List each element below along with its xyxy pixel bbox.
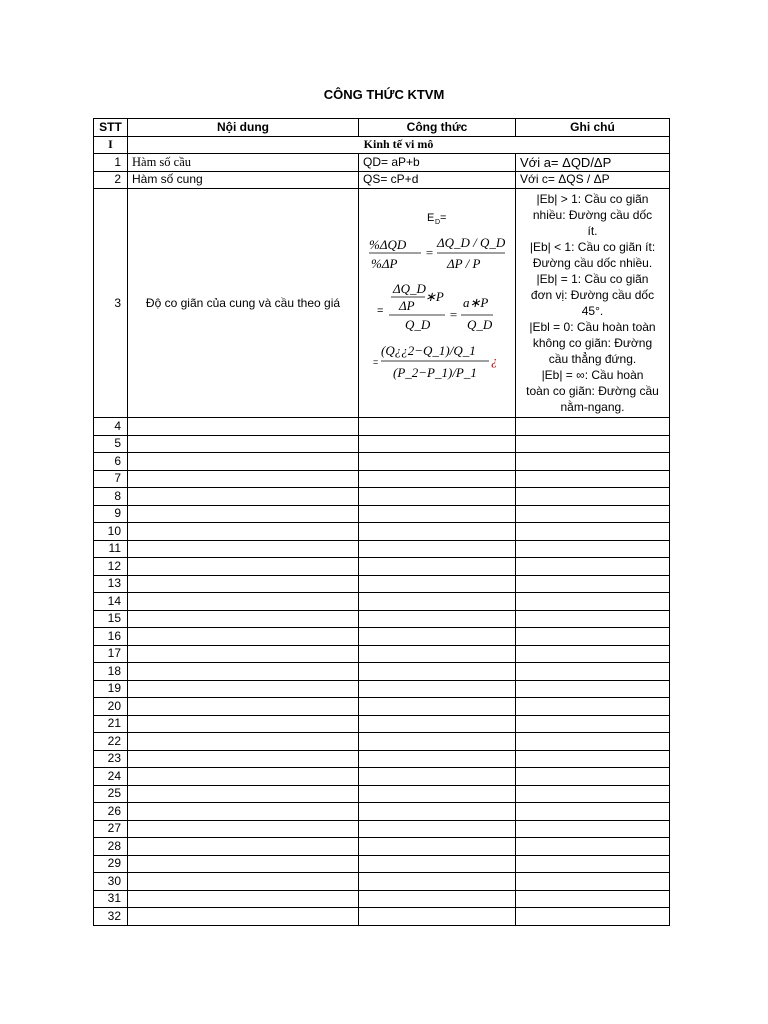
table-row bbox=[94, 645, 670, 663]
row-stt: 7 bbox=[94, 470, 128, 488]
row-content: Độ co giãn của cung và cầu theo giá bbox=[128, 189, 359, 418]
row-stt: 29 bbox=[94, 855, 128, 873]
row-content bbox=[128, 593, 359, 611]
row-content bbox=[128, 558, 359, 576]
eq-sign-4: = bbox=[373, 357, 379, 367]
formula-table bbox=[93, 118, 670, 926]
row-content bbox=[128, 873, 359, 891]
note-line: |Eb| = ∞: Cầu hoàn bbox=[541, 368, 644, 382]
row-note bbox=[516, 750, 670, 768]
row-formula: QD= aP+b bbox=[359, 154, 516, 172]
row-note bbox=[516, 663, 670, 681]
row-stt: 9 bbox=[94, 505, 128, 523]
eq-sign-3: = bbox=[449, 307, 458, 322]
note-line: không co giãn: Đường bbox=[532, 336, 653, 350]
f3-times: ∗P bbox=[425, 289, 444, 304]
row-note bbox=[516, 470, 670, 488]
row-stt: 6 bbox=[94, 453, 128, 471]
row-note bbox=[516, 488, 670, 506]
note-line: nhiều: Đường cầu dốc bbox=[532, 208, 653, 222]
row-stt: 15 bbox=[94, 610, 128, 628]
note-line: |Eb| > 1: Cầu co giãn bbox=[536, 192, 649, 206]
row-formula bbox=[359, 803, 516, 821]
row-formula bbox=[359, 820, 516, 838]
section-number: I bbox=[94, 136, 128, 154]
row-stt: 25 bbox=[94, 785, 128, 803]
section-label: Kinh tế vi mô bbox=[128, 136, 670, 154]
row-formula bbox=[359, 558, 516, 576]
row-note: Với a= ΔQD/ΔP bbox=[516, 154, 670, 172]
row-content bbox=[128, 750, 359, 768]
row-note bbox=[516, 610, 670, 628]
row-formula bbox=[359, 628, 516, 646]
row-content bbox=[128, 540, 359, 558]
row-formula bbox=[359, 453, 516, 471]
row-stt: 26 bbox=[94, 803, 128, 821]
row-content bbox=[128, 838, 359, 856]
row-formula bbox=[359, 733, 516, 751]
row-formula bbox=[359, 505, 516, 523]
table-row bbox=[94, 680, 670, 698]
row-note bbox=[516, 575, 670, 593]
row-note bbox=[516, 628, 670, 646]
row-content bbox=[128, 680, 359, 698]
elasticity-label-eq: = bbox=[440, 212, 447, 224]
note-line: đơn vị: Đường cầu dốc bbox=[530, 288, 655, 302]
table-row bbox=[94, 820, 670, 838]
row-content bbox=[128, 523, 359, 541]
table-row bbox=[94, 610, 670, 628]
row-stt: 32 bbox=[94, 908, 128, 926]
f3-inner-denominator: ΔP bbox=[399, 298, 415, 313]
elasticity-formula bbox=[359, 189, 516, 418]
note-line: 45°. bbox=[581, 304, 604, 318]
row-content bbox=[128, 488, 359, 506]
table-row bbox=[94, 890, 670, 908]
row-formula bbox=[359, 890, 516, 908]
f2-numerator: ΔQ_D / Q_D bbox=[437, 235, 506, 250]
row-content bbox=[128, 698, 359, 716]
header-content: Nội dung bbox=[128, 119, 359, 137]
row-content bbox=[128, 733, 359, 751]
row-stt: 22 bbox=[94, 733, 128, 751]
table-row bbox=[94, 803, 670, 821]
row-note bbox=[516, 523, 670, 541]
f3-rhs-numerator: a∗P bbox=[463, 295, 489, 310]
table-row bbox=[94, 453, 670, 471]
row-formula bbox=[359, 435, 516, 453]
row-content bbox=[128, 715, 359, 733]
row-formula bbox=[359, 680, 516, 698]
row-stt: 11 bbox=[94, 540, 128, 558]
row-content bbox=[128, 505, 359, 523]
row-note bbox=[516, 908, 670, 926]
f3-denominator: Q_D bbox=[405, 317, 431, 332]
row-formula bbox=[359, 663, 516, 681]
note-line: ít. bbox=[587, 224, 598, 238]
row-note bbox=[516, 768, 670, 786]
row-stt: 3 bbox=[94, 189, 128, 418]
table-row bbox=[94, 663, 670, 681]
f1-numerator: %ΔQD bbox=[369, 237, 407, 252]
page-title: CÔNG THỨC KTVM bbox=[323, 87, 445, 102]
row-note bbox=[516, 593, 670, 611]
table-row bbox=[94, 435, 670, 453]
row-stt: 24 bbox=[94, 768, 128, 786]
row-formula bbox=[359, 715, 516, 733]
table-row bbox=[94, 154, 670, 172]
row-note bbox=[516, 873, 670, 891]
row-stt: 16 bbox=[94, 628, 128, 646]
row-stt: 13 bbox=[94, 575, 128, 593]
row-note bbox=[516, 698, 670, 716]
table-row bbox=[94, 855, 670, 873]
row-stt: 23 bbox=[94, 750, 128, 768]
table-row bbox=[94, 628, 670, 646]
elasticity-label: E bbox=[427, 212, 435, 224]
row-stt: 30 bbox=[94, 873, 128, 891]
f3-rhs-denominator: Q_D bbox=[467, 317, 493, 332]
row-stt: 19 bbox=[94, 680, 128, 698]
row-content bbox=[128, 663, 359, 681]
row-content bbox=[128, 610, 359, 628]
note-line: cầu thẳng đứng. bbox=[548, 352, 637, 366]
row-content bbox=[128, 628, 359, 646]
row-content bbox=[128, 803, 359, 821]
row-content bbox=[128, 418, 359, 436]
table-row bbox=[94, 470, 670, 488]
row-content bbox=[128, 855, 359, 873]
row-content bbox=[128, 575, 359, 593]
table-row bbox=[94, 733, 670, 751]
row-stt: 10 bbox=[94, 523, 128, 541]
row-stt: 20 bbox=[94, 698, 128, 716]
table-row bbox=[94, 785, 670, 803]
row-formula bbox=[359, 908, 516, 926]
row-note bbox=[516, 715, 670, 733]
table-row bbox=[94, 750, 670, 768]
table-row bbox=[94, 838, 670, 856]
header-stt: STT bbox=[94, 119, 128, 137]
row-note: Với c= ΔQS / ΔP bbox=[516, 171, 670, 189]
row-stt: 27 bbox=[94, 820, 128, 838]
eq-sign-2: = bbox=[377, 305, 384, 317]
note-line: |Eb| = 1: Cầu co giãn bbox=[536, 272, 649, 286]
table-header-row bbox=[94, 119, 670, 137]
table-row bbox=[94, 189, 670, 418]
f3-inner-numerator: ΔQ_D bbox=[393, 281, 426, 296]
table-row bbox=[94, 523, 670, 541]
row-formula bbox=[359, 698, 516, 716]
row-formula bbox=[359, 488, 516, 506]
row-formula bbox=[359, 838, 516, 856]
row-note bbox=[516, 558, 670, 576]
formula-graphic bbox=[359, 189, 516, 413]
row-stt: 8 bbox=[94, 488, 128, 506]
table-row bbox=[94, 593, 670, 611]
row-note bbox=[516, 855, 670, 873]
row-note bbox=[516, 453, 670, 471]
row-note bbox=[516, 733, 670, 751]
row-content bbox=[128, 908, 359, 926]
f4-denominator: (P_2−P_1)/P_1 bbox=[393, 365, 477, 380]
row-content: Hàm số cầu bbox=[128, 154, 359, 172]
note-line: |Ebl = 0: Cầu hoàn toàn bbox=[529, 320, 656, 334]
row-note bbox=[516, 890, 670, 908]
row-note bbox=[516, 838, 670, 856]
note-line: nằm-ngang. bbox=[560, 400, 625, 414]
row-formula bbox=[359, 750, 516, 768]
row-stt: 31 bbox=[94, 890, 128, 908]
f4-tail: ¿ bbox=[491, 353, 498, 368]
row-content bbox=[128, 435, 359, 453]
note-line: Đường cầu dốc nhiều. bbox=[532, 256, 653, 270]
row-note bbox=[516, 645, 670, 663]
row-note bbox=[516, 435, 670, 453]
row-note bbox=[516, 785, 670, 803]
row-formula bbox=[359, 645, 516, 663]
row-content bbox=[128, 785, 359, 803]
note-line: |Eb| < 1: Cầu co giãn ít: bbox=[529, 240, 656, 254]
table-row bbox=[94, 908, 670, 926]
table-row bbox=[94, 698, 670, 716]
table-row bbox=[94, 171, 670, 189]
row-content bbox=[128, 890, 359, 908]
row-formula bbox=[359, 470, 516, 488]
row-stt: 18 bbox=[94, 663, 128, 681]
row-content bbox=[128, 768, 359, 786]
row-formula bbox=[359, 855, 516, 873]
row-formula bbox=[359, 540, 516, 558]
f1-denominator: %ΔP bbox=[371, 256, 398, 271]
header-formula: Công thức bbox=[359, 119, 516, 137]
table-row bbox=[94, 418, 670, 436]
row-content bbox=[128, 453, 359, 471]
row-content bbox=[128, 820, 359, 838]
row-formula bbox=[359, 523, 516, 541]
row-stt: 4 bbox=[94, 418, 128, 436]
row-formula: QS= cP+d bbox=[359, 171, 516, 189]
row-content bbox=[128, 470, 359, 488]
eq-sign-1: = bbox=[425, 245, 434, 260]
row-formula bbox=[359, 768, 516, 786]
row-note bbox=[516, 680, 670, 698]
row-formula bbox=[359, 785, 516, 803]
row-formula bbox=[359, 593, 516, 611]
table-row bbox=[94, 575, 670, 593]
row-formula bbox=[359, 610, 516, 628]
table-row bbox=[94, 540, 670, 558]
row-stt: 12 bbox=[94, 558, 128, 576]
row-note bbox=[516, 418, 670, 436]
row-content: Hàm số cung bbox=[128, 171, 359, 189]
table-row bbox=[94, 715, 670, 733]
row-stt: 14 bbox=[94, 593, 128, 611]
row-note bbox=[516, 540, 670, 558]
section-row bbox=[94, 136, 670, 154]
elasticity-notes bbox=[516, 189, 670, 418]
table-row bbox=[94, 505, 670, 523]
row-stt: 2 bbox=[94, 171, 128, 189]
f4-numerator: (Q¿¿2−Q_1)/Q_1 bbox=[381, 343, 476, 358]
table-row bbox=[94, 558, 670, 576]
note-line: toàn co giãn: Đường cầu bbox=[526, 384, 659, 398]
row-stt: 17 bbox=[94, 645, 128, 663]
row-stt: 21 bbox=[94, 715, 128, 733]
row-stt: 1 bbox=[94, 154, 128, 172]
row-formula bbox=[359, 418, 516, 436]
row-stt: 28 bbox=[94, 838, 128, 856]
elasticity-label-sub: D bbox=[435, 219, 441, 226]
row-note bbox=[516, 505, 670, 523]
row-content bbox=[128, 645, 359, 663]
header-note: Ghi chú bbox=[516, 119, 670, 137]
table-row bbox=[94, 488, 670, 506]
row-stt: 5 bbox=[94, 435, 128, 453]
row-formula bbox=[359, 575, 516, 593]
row-note bbox=[516, 820, 670, 838]
table-row bbox=[94, 873, 670, 891]
row-note bbox=[516, 803, 670, 821]
row-formula bbox=[359, 873, 516, 891]
table-row bbox=[94, 768, 670, 786]
f2-denominator: ΔP / P bbox=[447, 256, 481, 271]
